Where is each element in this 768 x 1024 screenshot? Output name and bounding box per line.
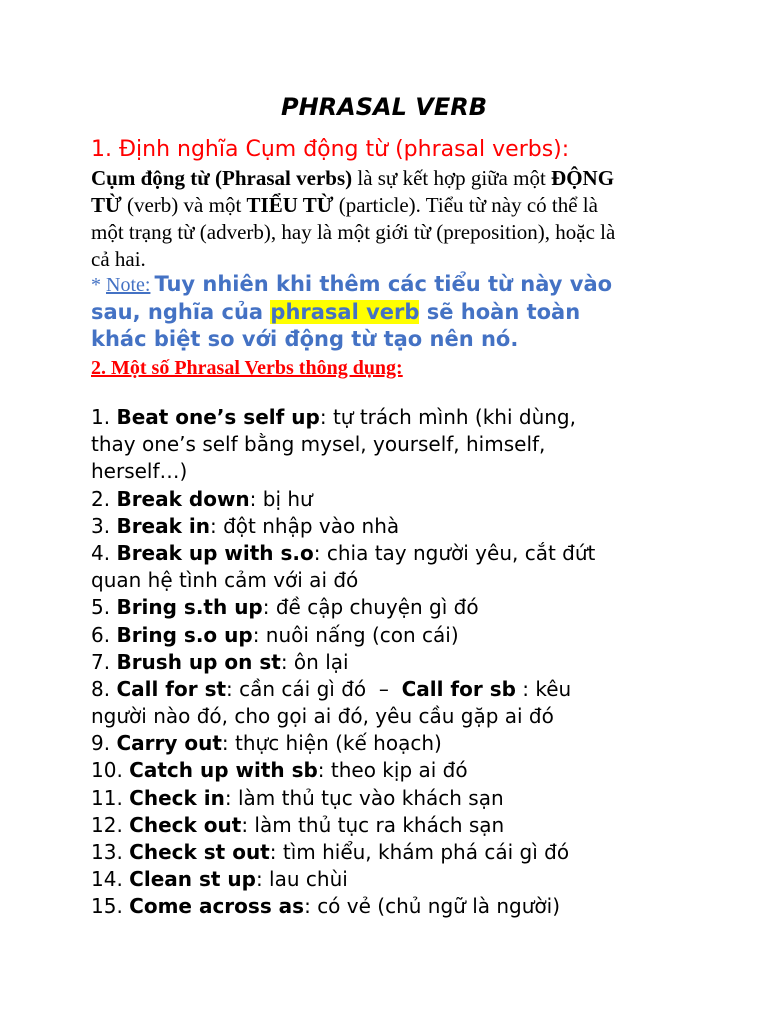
item-meaning: : theo kịp ai đó: [317, 758, 468, 783]
list-item: [91, 893, 595, 920]
phrasal-verb-term: Check out: [129, 812, 242, 837]
list-item: [91, 513, 595, 540]
item-number: 14.: [91, 867, 123, 892]
item-meaning: : đột nhập vào nhà: [209, 513, 400, 538]
item-number: 13.: [91, 840, 123, 864]
definition-line: cả hai.: [91, 247, 146, 271]
list-item: [91, 757, 595, 784]
item-meaning: : kêu: [515, 676, 572, 701]
phrasal-verb-list: [91, 404, 595, 921]
note-line: [91, 299, 612, 327]
item-number: 12.: [91, 812, 123, 837]
phrasal-verb-term: Beat one’s self up: [116, 405, 320, 429]
phrasal-verb-term: Bring s.o up: [116, 622, 253, 647]
item-number: 11.: [91, 785, 123, 810]
item-meaning: : thực hiện (kế hoạch): [221, 731, 442, 756]
list-item: [91, 540, 595, 567]
definition-line: [91, 165, 615, 192]
list-item-continuation: herself…): [91, 459, 188, 484]
bold-text: ĐỘNG: [551, 166, 615, 190]
section-2-heading: 2. Một số Phrasal Verbs thông dụng:: [91, 357, 403, 379]
text: (particle). Tiểu từ này có thể là: [333, 193, 598, 217]
phrasal-verb-term: Clean st up: [129, 867, 256, 892]
phrasal-verb-term: Break up with s.o: [116, 540, 314, 565]
bold-text: Cụm động từ (Phrasal verbs): [91, 166, 353, 190]
item-number: 9.: [91, 731, 111, 756]
item-meaning: : lau chùi: [255, 867, 348, 892]
item-number: 1.: [91, 405, 111, 429]
highlighted-text: phrasal verb: [270, 299, 420, 324]
phrasal-verb-term: Come across as: [129, 894, 305, 919]
text: (verb) và một: [121, 193, 247, 217]
list-item: [91, 839, 595, 866]
note-text: sau, nghĩa của: [91, 299, 271, 324]
list-item: [91, 785, 595, 812]
text: là sự kết hợp giữa một: [352, 166, 552, 190]
definition-paragraph: [91, 165, 615, 273]
item-number: 2.: [91, 486, 111, 511]
bold-text: TIỂU TỪ: [246, 193, 334, 217]
note-marker: *: [91, 274, 106, 296]
item-meaning: : có vẻ (chủ ngữ là người): [304, 894, 561, 919]
note-text: khác biệt so với động từ tạo nên nó.: [91, 327, 519, 351]
definition-line: một trạng từ (adverb), hay là một giới từ (preposition), hoặc là: [91, 220, 616, 244]
note-text: sẽ hoàn toàn: [419, 299, 581, 324]
list-item: [91, 486, 595, 513]
item-meaning: : tự trách mình (khi dùng,: [319, 405, 576, 429]
list-item-continuation: người nào đó, cho gọi ai đó, yêu cầu gặp ai đó: [91, 704, 554, 729]
list-item: [91, 730, 595, 757]
item-number: 5.: [91, 595, 111, 620]
item-number: 6.: [91, 622, 111, 647]
item-meaning: : ôn lại: [280, 649, 349, 674]
item-meaning: : đề cập chuyện gì đó: [262, 595, 479, 620]
list-item: [91, 676, 595, 703]
phrasal-verb-term: Check in: [129, 785, 225, 810]
phrasal-verb-term: Call for sb: [401, 676, 516, 701]
item-meaning: : cần cái gì đó –: [226, 676, 402, 701]
phrasal-verb-term: Check st out: [129, 840, 270, 864]
list-item: [91, 594, 595, 621]
phrasal-verb-term: Bring s.th up: [116, 595, 263, 620]
item-meaning: : tìm hiểu, khám phá cái gì đó: [269, 840, 570, 864]
phrasal-verb-term: Catch up with sb: [129, 758, 318, 783]
section-1-heading: 1. Định nghĩa Cụm động từ (phrasal verbs):: [91, 137, 570, 162]
phrasal-verb-term: Break down: [116, 486, 250, 511]
phrasal-verb-term: Call for st: [116, 676, 227, 701]
bold-text: TỪ: [91, 193, 122, 217]
note-line: [91, 271, 612, 299]
item-meaning: : nuôi nấng (con cái): [252, 622, 459, 647]
item-number: 10.: [91, 758, 123, 783]
list-item: [91, 812, 595, 839]
item-meaning: : chia tay người yêu, cắt đứt: [313, 540, 596, 565]
item-meaning: : làm thủ tục ra khách sạn: [241, 812, 505, 837]
list-item-continuation: thay one’s self bằng mysel, yourself, himself,: [91, 432, 546, 457]
note-block: [91, 271, 612, 354]
document-title: PHRASAL VERB: [281, 93, 487, 121]
item-number: 15.: [91, 894, 123, 919]
note-line: [91, 326, 612, 354]
phrasal-verb-term: Brush up on st: [116, 649, 281, 674]
list-item: [91, 622, 595, 649]
list-item: [91, 404, 595, 431]
item-number: 4.: [91, 540, 111, 565]
list-item: [91, 866, 595, 893]
note-text: Tuy nhiên khi thêm các tiểu từ này vào: [154, 272, 613, 296]
item-number: 7.: [91, 649, 111, 674]
list-item-continuation: quan hệ tình cảm với ai đó: [91, 568, 359, 593]
definition-line: [91, 192, 615, 219]
item-number: 8.: [91, 676, 111, 701]
note-label: Note:: [106, 274, 151, 296]
phrasal-verb-term: Break in: [116, 513, 210, 538]
list-item: [91, 649, 595, 676]
item-meaning: : làm thủ tục vào khách sạn: [224, 785, 504, 810]
item-meaning: : bị hư: [249, 486, 313, 511]
item-number: 3.: [91, 513, 111, 538]
phrasal-verb-term: Carry out: [116, 731, 222, 756]
